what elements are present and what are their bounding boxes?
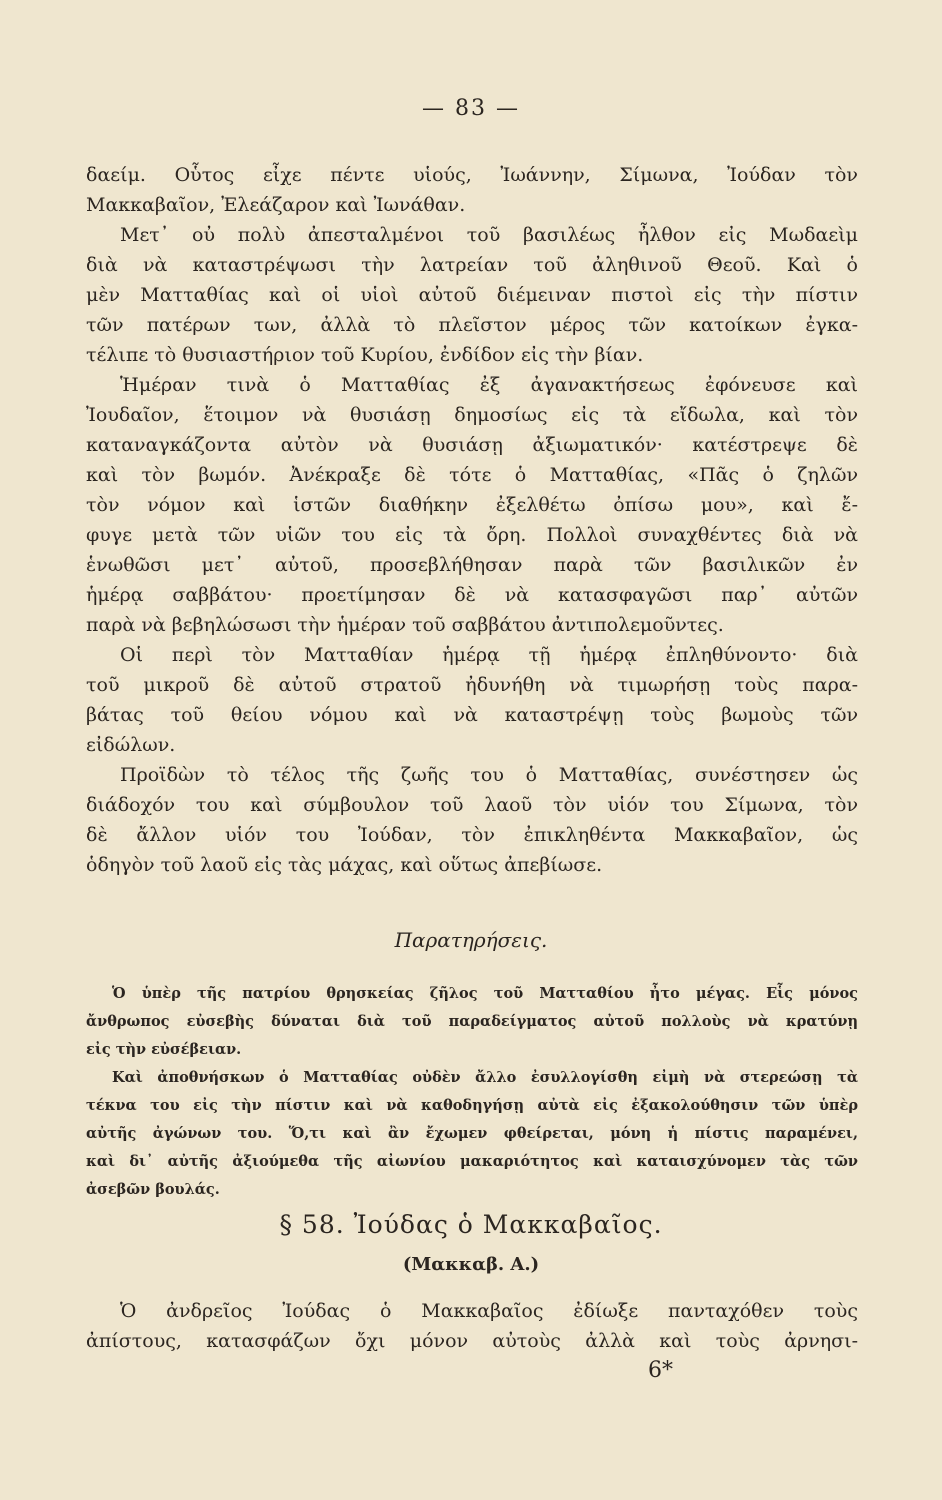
- text-line: Ἡμέραν τινὰ ὁ Ματταθίας ἐξ ἀγανακτήσεως ἐφόνευσε καὶ: [120, 374, 858, 396]
- text-line: καὶ τὸν βωμόν. Ἀνέκραξε δὲ τότε ὁ Ματταθίας, «Πᾶς ὁ ζηλῶν: [86, 464, 858, 486]
- page-number: — 83 —: [422, 96, 520, 121]
- text-line: καταναγκάζοντα αὐτὸν νὰ θυσιάσῃ ἀξιωματικόν· κατέστρεψε δὲ: [86, 434, 858, 456]
- section-text: [86, 1296, 858, 1356]
- text-line: φυγε μετὰ τῶν υἱῶν του εἰς τὰ ὄρη. Πολλοὶ συναχθέντες διὰ νὰ: [86, 524, 858, 546]
- text-line: ἡμέρᾳ σαββάτου· προετίμησαν δὲ νὰ κατασφαγῶσι παρ᾽ αὐτῶν: [86, 584, 858, 606]
- section-title: § 58. Ἰούδας ὁ Μακκαβαῖος.: [279, 1210, 663, 1239]
- text-line: Μετ᾽ οὐ πολὺ ἀπεσταλμένοι τοῦ βασιλέως ἦλθον εἰς Μωδαεὶμ: [120, 224, 858, 246]
- note-line: αὐτῆς ἀγώνων του. Ὅ,τι καὶ ἂν ἔχωμεν φθείρεται, μόνη ἡ πίστις παραμένει,: [86, 1125, 858, 1142]
- section-subtitle: (Μακκαβ. Α.): [402, 1254, 540, 1275]
- note-line: ἀσεβῶν βουλάς.: [86, 1181, 220, 1198]
- signature-mark: 6*: [648, 1358, 673, 1383]
- text-line: διὰ νὰ καταστρέψωσι τὴν λατρείαν τοῦ ἀληθινοῦ Θεοῦ. Καὶ ὁ: [86, 254, 858, 276]
- text-line: τὸν νόμον καὶ ἱστῶν διαθήκην ἐξελθέτω ὀπίσω μου», καὶ ἔ-: [86, 494, 858, 516]
- text-line: Ἰουδαῖον, ἕτοιμον νὰ θυσιάσῃ δημοσίως εἰς τὰ εἴδωλα, καὶ τὸν: [86, 404, 858, 426]
- text-line: δὲ ἄλλον υἱόν του Ἰούδαν, τὸν ἐπικληθέντα Μακκαβαῖον, ὡς: [86, 824, 858, 846]
- text-line: μὲν Ματταθίας καὶ οἱ υἱοὶ αὐτοῦ διέμειναν πιστοὶ εἰς τὴν πίστιν: [86, 284, 858, 306]
- note-line: Ὁ ὑπὲρ τῆς πατρίου θρησκείας ζῆλος τοῦ Ματταθίου ἦτο μέγας. Εἷς μόνος: [112, 985, 858, 1002]
- note-line: καὶ δι᾽ αὐτῆς ἀξιούμεθα τῆς αἰωνίου μακαριότητος καὶ καταισχύνομεν τὰς τῶν: [86, 1153, 858, 1170]
- text-line: τῶν πατέρων των, ἀλλὰ τὸ πλεῖστον μέρος τῶν κατοίκων ἐγκα-: [86, 314, 858, 336]
- note-line: Καὶ ἀποθνήσκων ὁ Ματταθίας οὐδὲν ἄλλο ἐσυλλογίσθη εἰμὴ νὰ στερεώσῃ τὰ: [112, 1069, 858, 1086]
- text-line: ἀπίστους, κατασφάζων ὄχι μόνον αὐτοὺς ἀλλὰ καὶ τοὺς ἀρνησι-: [86, 1330, 858, 1352]
- note-line: τέκνα του εἰς τὴν πίστιν καὶ νὰ καθοδηγήσῃ αὐτὰ εἰς ἐξακολούθησιν τῶν ὑπὲρ: [86, 1097, 858, 1114]
- note-line: ἄνθρωπος εὐσεβὴς δύναται διὰ τοῦ παραδείγματος αὐτοῦ πολλοὺς νὰ κρατύνῃ: [86, 1013, 858, 1030]
- text-line: εἰδώλων.: [86, 734, 176, 756]
- text-line: βάτας τοῦ θείου νόμου καὶ νὰ καταστρέψῃ τοὺς βωμοὺς τῶν: [86, 704, 858, 726]
- text-line: Ὁ ἀνδρεῖος Ἰούδας ὁ Μακκαβαῖος ἐδίωξε πανταχόθεν τοὺς: [120, 1300, 858, 1322]
- note-line: εἰς τὴν εὐσέβειαν.: [86, 1041, 242, 1058]
- main-text: [86, 160, 858, 880]
- text-line: Προϊδὼν τὸ τέλος τῆς ζωῆς του ὁ Ματταθίας, συνέστησεν ὡς: [120, 764, 858, 786]
- observations-heading: Παρατηρήσεις.: [394, 928, 548, 952]
- text-line: Οἱ περὶ τὸν Ματταθίαν ἡμέρᾳ τῇ ἡμέρᾳ ἐπληθύνοντο· διὰ: [120, 644, 858, 666]
- text-line: ἑνωθῶσι μετ᾽ αὐτοῦ, προσεβλήθησαν παρὰ τῶν βασιλικῶν ἐν: [86, 554, 858, 576]
- text-line: τοῦ μικροῦ δὲ αὐτοῦ στρατοῦ ἠδυνήθη νὰ τιμωρήσῃ τοὺς παρα-: [86, 674, 858, 696]
- text-line: ὁδηγὸν τοῦ λαοῦ εἰς τὰς μάχας, καὶ οὕτως ἀπεβίωσε.: [86, 854, 603, 876]
- text-line: παρὰ νὰ βεβηλώσωσι τὴν ἡμέραν τοῦ σαββάτου ἀντιπολεμοῦντες.: [86, 614, 724, 636]
- text-line: Μακκαβαῖον, Ἐλεάζαρον καὶ Ἰωνάθαν.: [86, 194, 466, 216]
- text-line: διάδοχόν του καὶ σύμβουλον τοῦ λαοῦ τὸν υἱόν του Σίμωνα, τὸν: [86, 794, 858, 816]
- observations-notes: [86, 980, 858, 1204]
- text-line: δαείμ. Οὗτος εἶχε πέντε υἱούς, Ἰωάννην, Σίμωνα, Ἰούδαν τὸν: [86, 164, 858, 186]
- text-line: τέλιπε τὸ θυσιαστήριον τοῦ Κυρίου, ἐνδίδον εἰς τὴν βίαν.: [86, 344, 644, 366]
